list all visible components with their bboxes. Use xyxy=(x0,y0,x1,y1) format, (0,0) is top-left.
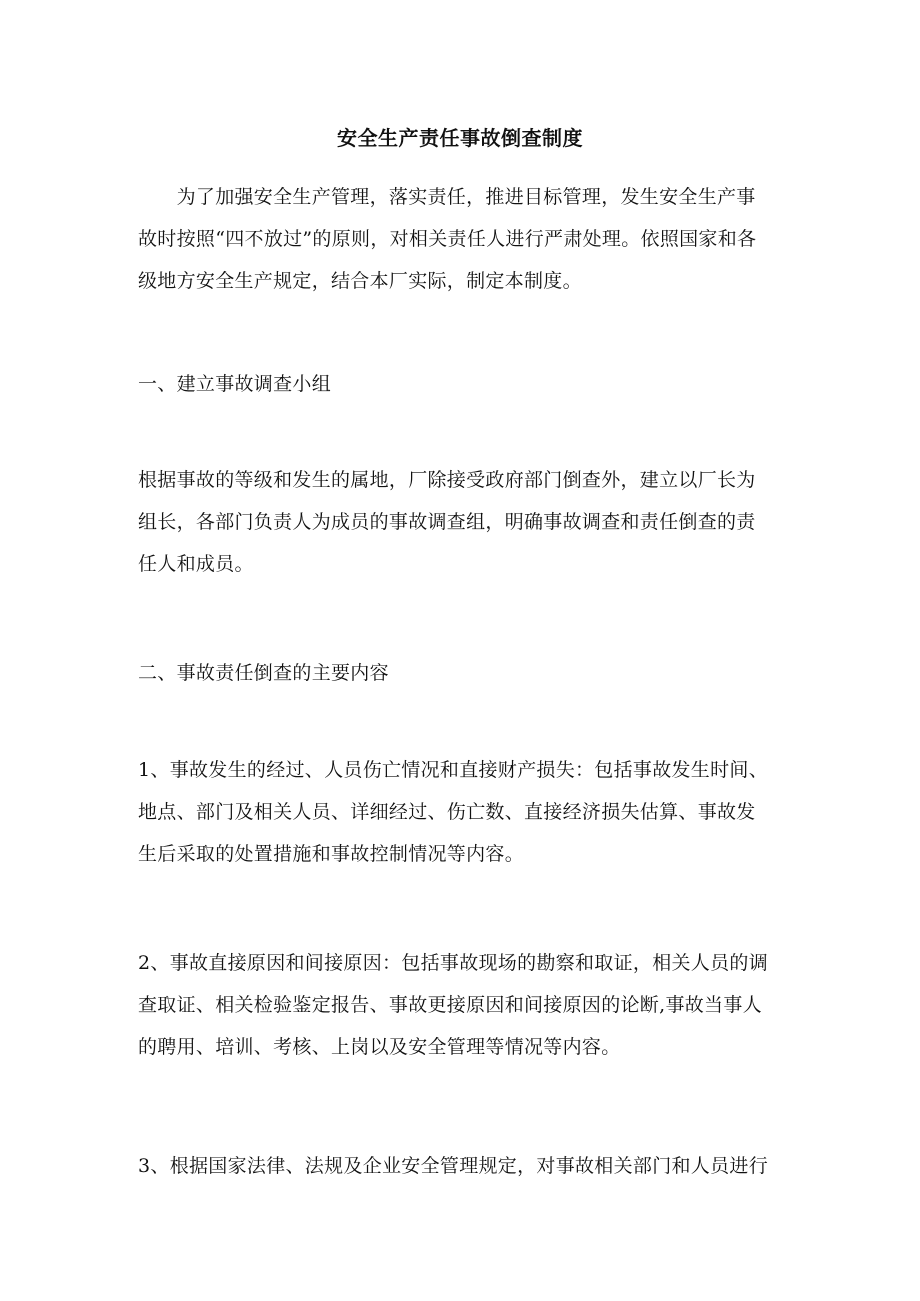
section-2-item-2 xyxy=(138,942,783,1068)
section-1-line: 任人和成员。 xyxy=(138,553,254,575)
intro-paragraph xyxy=(138,176,783,302)
section-2-item-1 xyxy=(138,749,783,875)
section-1-heading: 一、建立事故调查小组 xyxy=(138,373,332,395)
section-2-item-3 xyxy=(138,1145,783,1187)
item-1-line: 生后采取的处置措施和事故控制情况等内容。 xyxy=(138,843,525,865)
item-2-line: 查取证、相关检验鉴定报告、事故更接原因和间接原因的论断,事故当事人 xyxy=(138,994,762,1016)
document-title: 安全生产责任事故倒查制度 xyxy=(337,126,583,150)
section-1-paragraph xyxy=(138,459,783,585)
section-1-line: 根据事故的等级和发生的属地，厂除接受政府部门倒查外，建立以厂长为 xyxy=(138,469,756,491)
item-2-line: 的聘用、培训、考核、上岗以及安全管理等情况等内容。 xyxy=(138,1036,621,1058)
item-3-line: 3、根据国家法律、法规及企业安全管理规定，对事故相关部门和人员进行 xyxy=(138,1155,768,1177)
item-1-line: 地点、部门及相关人员、详细经过、伤亡数、直接经济损失估算、事故发 xyxy=(138,801,756,823)
item-2-line: 2、事故直接原因和间接原因：包括事故现场的勘察和取证，相关人员的调 xyxy=(138,952,768,974)
intro-line: 级地方安全生产规定，结合本厂实际，制定本制度。 xyxy=(138,270,582,292)
intro-line: 为了加强安全生产管理，落实责任，推进目标管理，发生安全生产事 xyxy=(138,186,756,208)
intro-line: 故时按照“四不放过”的原则，对相关责任人进行严肃处理。依照国家和各 xyxy=(138,228,757,250)
item-1-line: 1、事故发生的经过、人员伤亡情况和直接财产损失：包括事故发生时间、 xyxy=(138,759,768,781)
section-1-line: 组长，各部门负责人为成员的事故调查组，明确事故调查和责任倒查的责 xyxy=(138,511,756,533)
section-2-heading: 二、事故责任倒查的主要内容 xyxy=(138,662,389,684)
